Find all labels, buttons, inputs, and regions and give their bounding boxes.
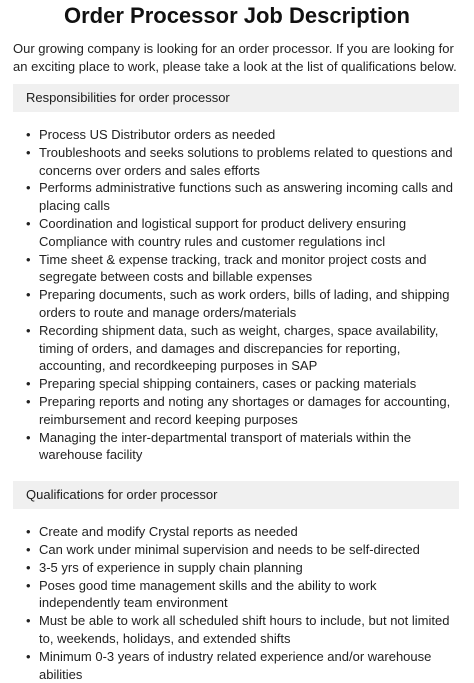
bullet-icon: • (26, 429, 31, 445)
list-item-text: Troubleshoots and seeks solutions to problems related to questions and concerns over orders and sales efforts (39, 144, 453, 178)
list-item (26, 144, 461, 180)
bullet-icon: • (26, 180, 31, 196)
list-item (26, 541, 461, 559)
list-item-text: Managing the inter-departmental transport of materials within the warehouse facility (39, 429, 412, 463)
list-item (26, 429, 461, 465)
bullet-icon: • (26, 648, 31, 664)
list-item (26, 322, 461, 375)
bullet-icon: • (26, 322, 31, 338)
list-item (26, 577, 461, 613)
bullet-icon: • (26, 215, 31, 231)
intro-paragraph: Our growing company is looking for an order processor. If you are looking for an exciting place to work, please take a look at the list of qualifications below. (13, 41, 457, 74)
list-item (26, 215, 461, 251)
list-item (26, 179, 461, 215)
bullet-icon: • (26, 577, 31, 593)
bullet-icon: • (26, 251, 31, 267)
list-item (26, 523, 461, 541)
bullet-icon: • (26, 144, 31, 160)
list-item-text: Preparing special shipping containers, cases or packing materials (39, 376, 417, 392)
list-item (26, 393, 461, 429)
responsibilities-list (13, 126, 461, 464)
list-item-text: Performs administrative functions such as answering incoming calls and placing calls (39, 180, 454, 214)
list-item-text: Time sheet & expense tracking, track and monitor project costs and segregate between costs and billable expenses (39, 251, 427, 285)
list-item (26, 612, 461, 648)
page-title: Order Processor Job Description (64, 3, 410, 28)
bullet-icon: • (26, 127, 31, 142)
list-item-text: Create and modify Crystal reports as needed (39, 524, 298, 540)
list-item-text: Coordination and logistical support for product delivery ensuring Compliance with country rules and customer regulations incl (39, 215, 407, 249)
qualifications-list (13, 523, 461, 683)
bullet-icon: • (26, 376, 31, 392)
list-item-text: Preparing reports and noting any shortages or damages for accounting, reimbursement and record keeping purposes (39, 393, 451, 427)
responsibilities-heading: Responsibilities for order processor (13, 84, 459, 112)
bullet-icon: • (26, 541, 31, 557)
bullet-icon: • (26, 287, 31, 303)
qualifications-heading: Qualifications for order processor (13, 481, 459, 509)
list-item-text: Recording shipment data, such as weight, charges, space availability, timing of orders, and damages and discrepancies for reporting, accounting, and recordkeeping purposes in SAP (39, 322, 439, 374)
bullet-icon: • (26, 524, 31, 540)
bullet-icon: • (26, 559, 31, 575)
list-item-text: Process US Distributor orders as needed (39, 127, 276, 142)
list-item-text: Poses good time management skills and the ability to work independently team environment (39, 577, 377, 611)
bullet-icon: • (26, 613, 31, 629)
list-item-text: Can work under minimal supervision and needs to be self-directed (39, 541, 420, 557)
list-item (26, 559, 461, 577)
list-item-text: 3-5 yrs of experience in supply chain planning (39, 559, 303, 575)
list-item-text: Preparing documents, such as work orders, bills of lading, and shipping orders to route and manage orders/materials (39, 287, 450, 320)
list-item (26, 375, 461, 393)
list-item (26, 126, 461, 144)
list-item (26, 286, 461, 322)
list-item-text: Minimum 0-3 years of industry related experience and/or warehouse abilities (39, 648, 432, 682)
list-item-text: Must be able to work all scheduled shift hours to include, but not limited to, weekends, holidays, and extended shifts (39, 613, 450, 646)
list-item (26, 251, 461, 287)
bullet-icon: • (26, 393, 31, 409)
